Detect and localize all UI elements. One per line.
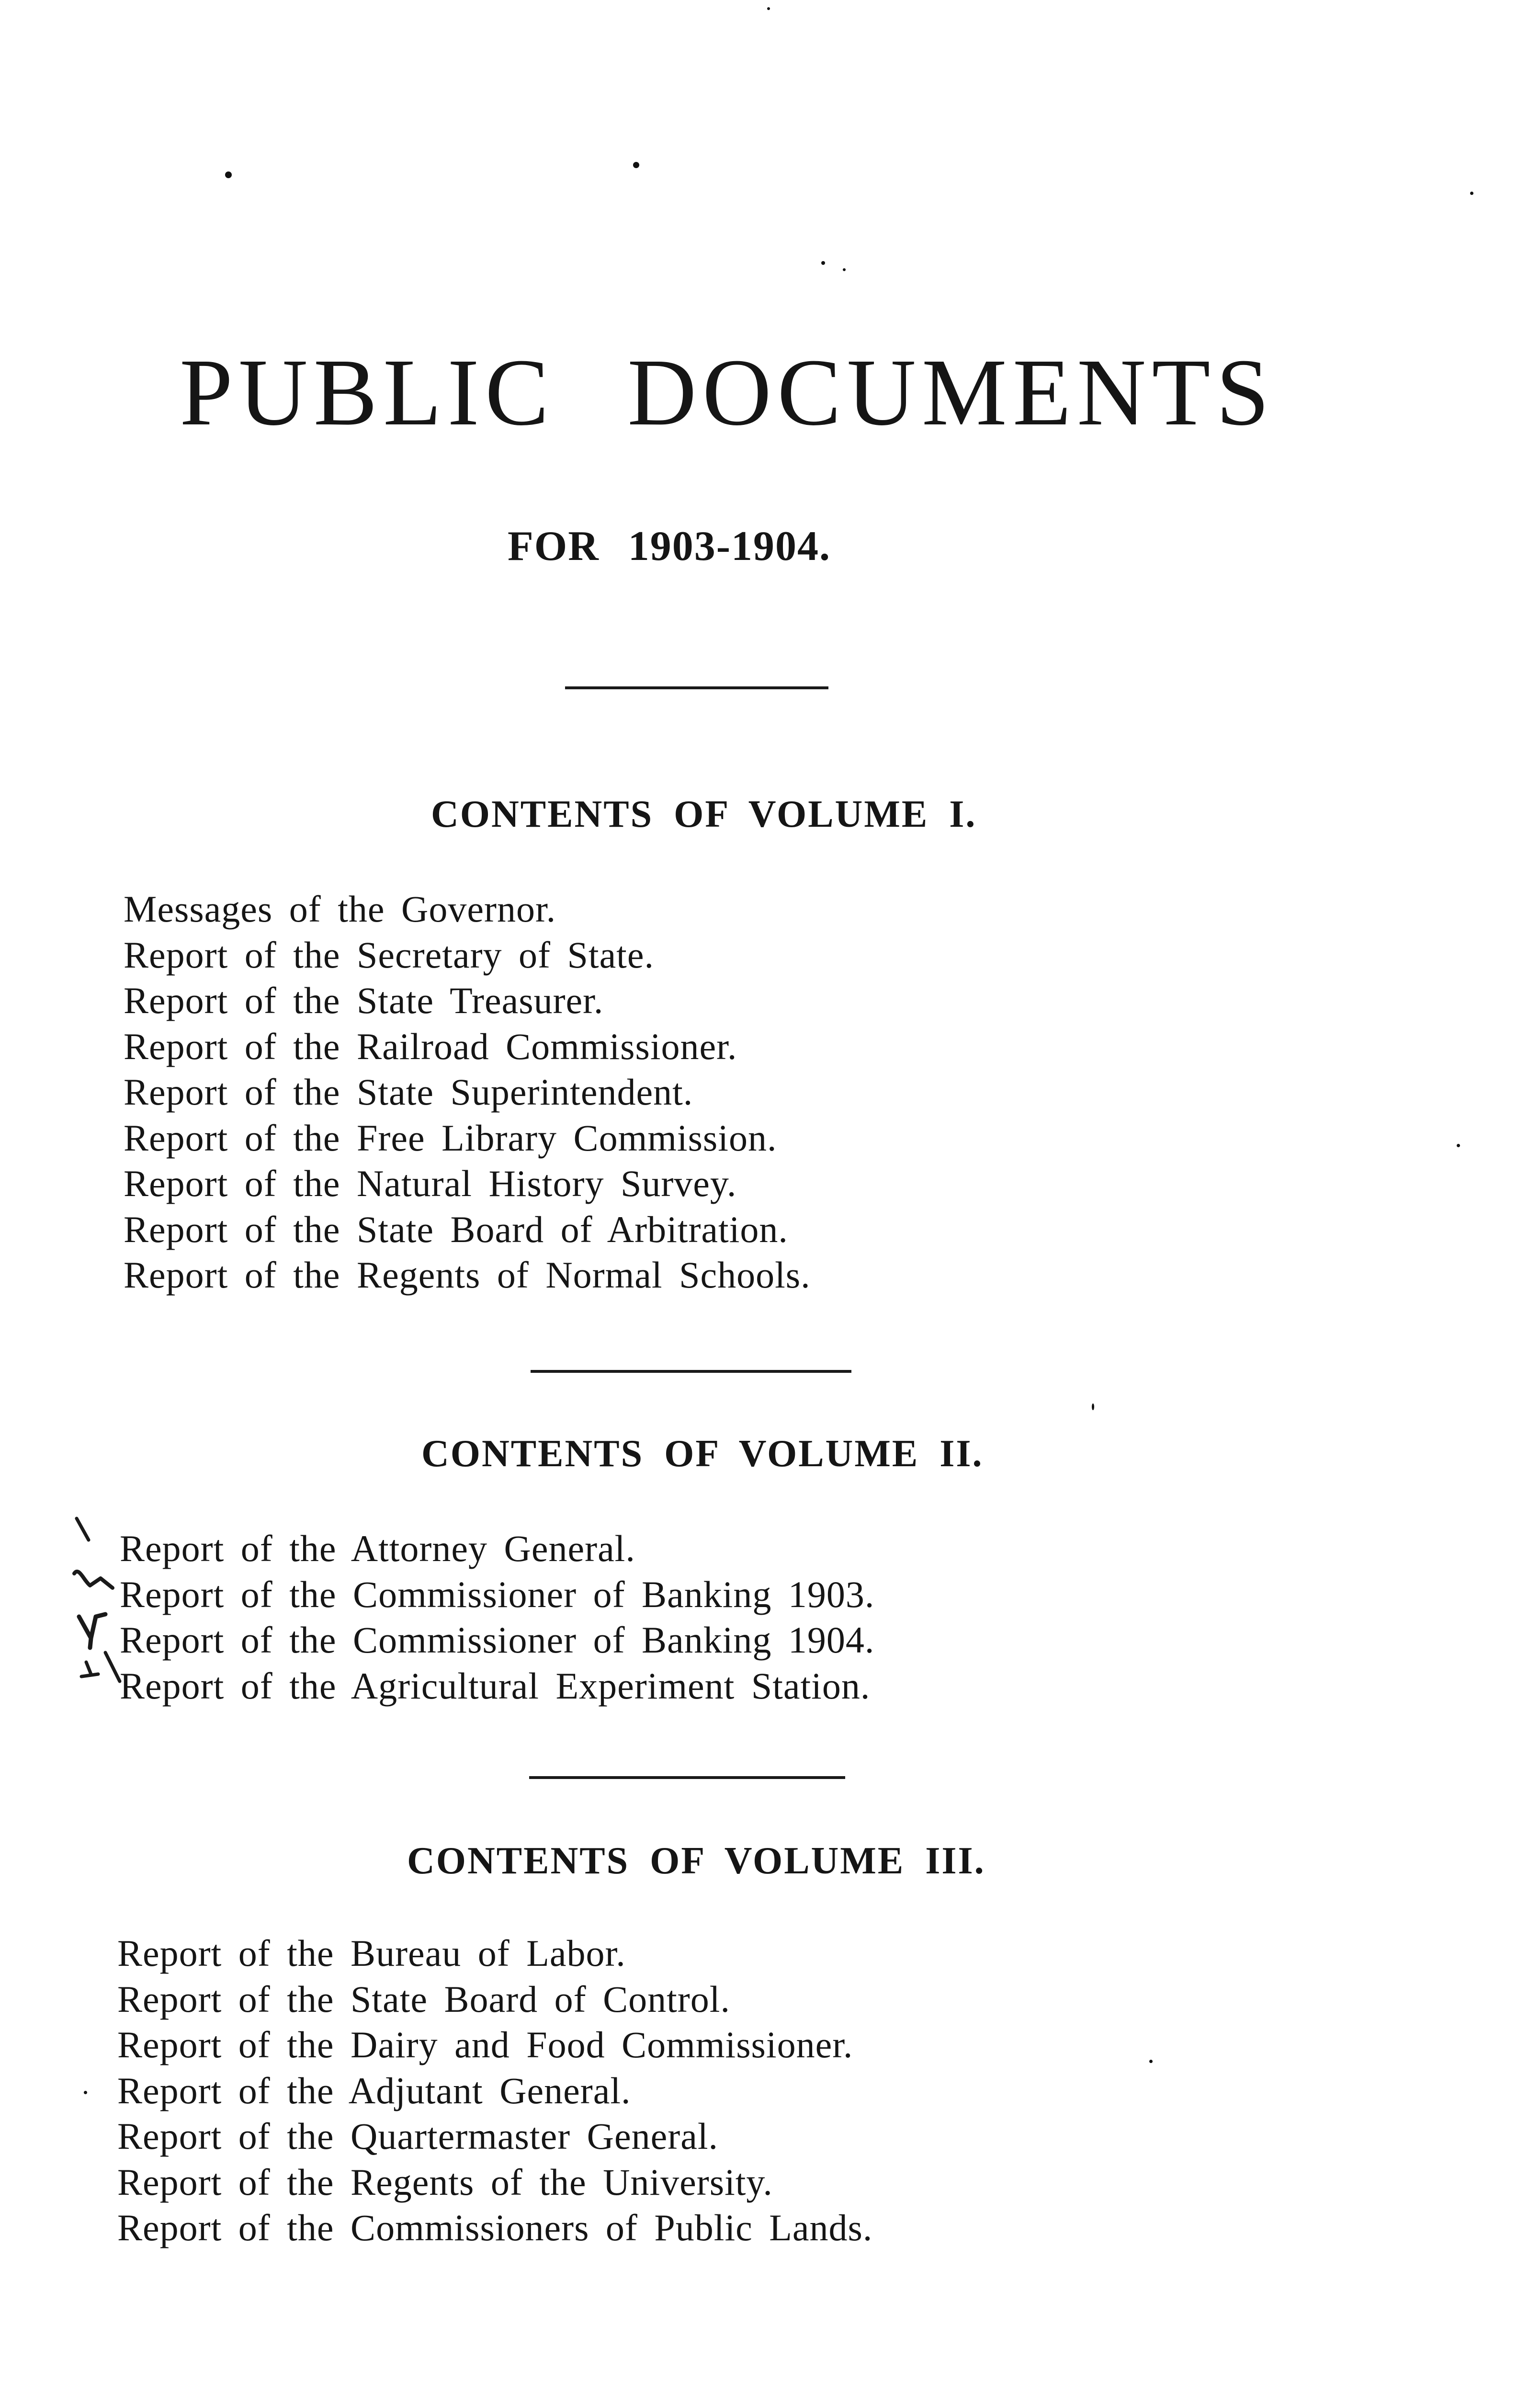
handwritten-mark (72, 1648, 134, 1696)
contents-item: Report of the State Superintendent. (124, 1071, 693, 1113)
divider-rule (565, 686, 828, 689)
contents-item: Report of the Dairy and Food Commissioner. (117, 2024, 853, 2065)
volume-2-heading: CONTENTS OF VOLUME II. (421, 1433, 984, 1475)
scan-speck (1457, 1144, 1460, 1147)
scan-speck (225, 171, 232, 178)
volume-2-contents-list (120, 1526, 874, 1709)
contents-item: Report of the State Board of Control. (117, 1978, 730, 2020)
contents-item: Report of the Railroad Commissioner. (124, 1025, 737, 1067)
page-subtitle: FOR 1903-1904. (508, 523, 831, 570)
contents-item: Report of the Agricultural Experiment Station. (120, 1665, 871, 1707)
scan-speck (1092, 1403, 1094, 1410)
contents-item: Report of the Quartermaster General. (117, 2115, 718, 2157)
scan-speck (84, 2091, 87, 2094)
contents-item: Report of the State Board of Arbitration. (124, 1208, 788, 1250)
scan-speck (767, 7, 770, 10)
contents-item: Report of the Commissioner of Banking 1904. (120, 1619, 875, 1661)
contents-item: Report of the Attorney General. (120, 1528, 635, 1569)
contents-item: Report of the Commissioner of Banking 1903. (120, 1573, 875, 1615)
contents-item: Report of the Regents of Normal Schools. (124, 1254, 811, 1296)
contents-item: Report of the Regents of the University. (117, 2161, 773, 2203)
handwritten-mark (67, 1511, 115, 1564)
contents-item: Report of the Bureau of Labor. (117, 1932, 626, 1974)
contents-item: Report of the State Treasurer. (124, 980, 604, 1021)
handwritten-mark (67, 1562, 125, 1605)
contents-item: Report of the Secretary of State. (124, 934, 654, 976)
scan-speck (633, 162, 639, 168)
contents-item: Report of the Free Library Commission. (124, 1117, 777, 1159)
scan-speck (843, 268, 846, 271)
contents-item: Report of the Natural History Survey. (124, 1163, 737, 1204)
divider-rule (531, 1370, 851, 1373)
contents-item: Messages of the Governor. (124, 888, 556, 930)
contents-item: Report of the Adjutant General. (117, 2069, 631, 2111)
divider-rule (529, 1776, 845, 1779)
volume-1-contents-list (124, 886, 811, 1298)
volume-1-heading: CONTENTS OF VOLUME I. (431, 793, 977, 835)
contents-item: Report of the Commissioners of Public Lands. (117, 2207, 873, 2248)
page-title: PUBLIC DOCUMENTS (180, 340, 1275, 445)
volume-3-contents-list (117, 1930, 872, 2251)
scan-speck (1149, 2060, 1153, 2063)
volume-3-heading: CONTENTS OF VOLUME III. (407, 1840, 985, 1882)
scan-speck (1470, 192, 1473, 195)
scan-speck (821, 261, 825, 265)
